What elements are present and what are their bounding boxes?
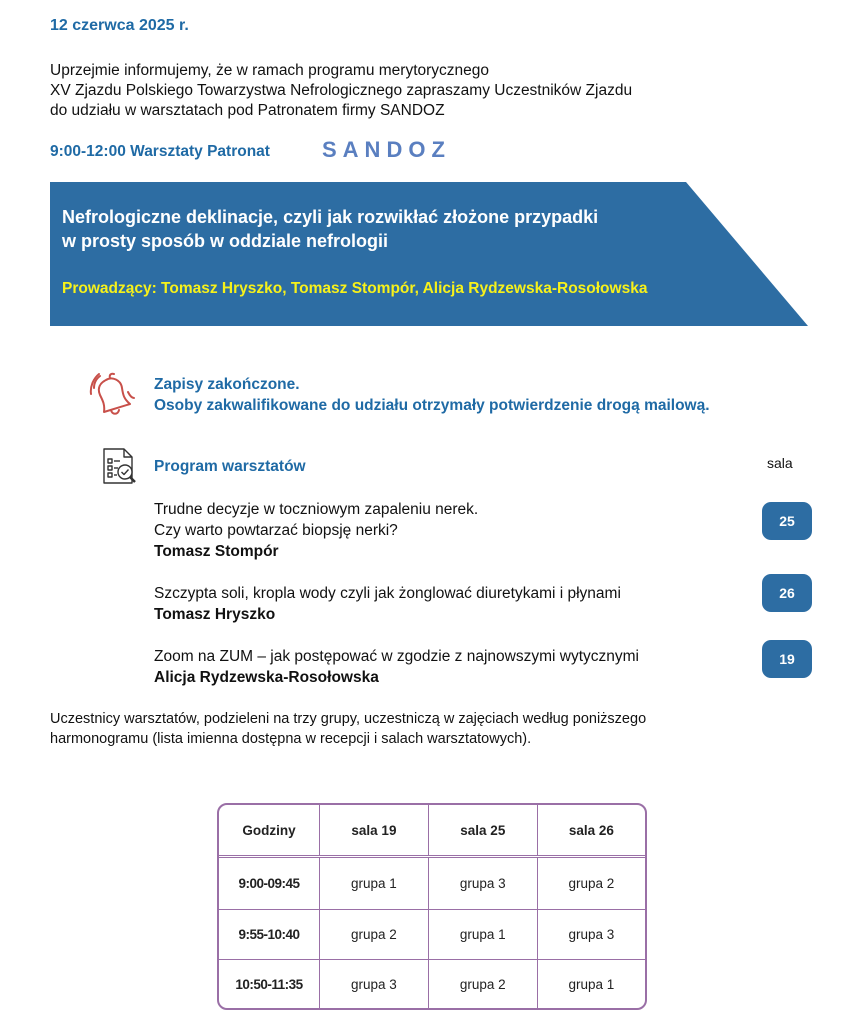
program-item-title: Szczypta soli, kropla wody czyli jak żonglować diuretykami i płynami — [154, 585, 621, 602]
workshop-title-line: w prosty sposób w oddziale nefrologii — [62, 231, 389, 251]
workshop-leaders: Prowadzący: Tomasz Hryszko, Tomasz Stompór, Alicja Rydzewska-Rosołowska — [62, 280, 648, 297]
intro-line: do udziału w warsztatach pod Patronatem firmy SANDOZ — [50, 102, 445, 119]
program-item — [154, 646, 639, 688]
sandoz-logo: SANDOZ — [322, 137, 451, 162]
table-cell: grupa 1 — [428, 910, 537, 960]
program-item-title: Zoom na ZUM – jak postępować w zgodzie z najnowszymi wytycznymi — [154, 648, 639, 665]
date: 12 czerwca 2025 r. — [50, 17, 189, 34]
table-row — [219, 960, 645, 1008]
table-cell: grupa 3 — [428, 857, 537, 910]
table-header-row — [219, 805, 645, 857]
note-line: harmonogramu (lista imienna dostępna w recepcji i salach warsztatowych). — [50, 731, 532, 747]
bell-icon — [88, 368, 138, 418]
time-cell: 9:00-09:45 — [219, 857, 320, 910]
document-checklist-icon — [100, 447, 140, 487]
note-line: Uczestnicy warsztatów, podzieleni na trzy grupy, uczestniczą w zajęciach według poniższego — [50, 711, 647, 727]
room-badge: 26 — [762, 574, 812, 612]
table-cell: grupa 3 — [537, 910, 645, 960]
table-cell: grupa 1 — [320, 857, 429, 910]
program-item-title: Czy warto powtarzać biopsję nerki? — [154, 522, 398, 539]
program-item-speaker: Alicja Rydzewska-Rosołowska — [154, 669, 379, 686]
notice-line: Osoby zakwalifikowane do udziału otrzymały potwierdzenie drogą mailową. — [154, 397, 710, 414]
column-header: sala 25 — [428, 805, 537, 857]
banner-shape — [50, 182, 810, 327]
table-cell: grupa 2 — [428, 960, 537, 1008]
time-cell: 10:50-11:35 — [219, 960, 320, 1008]
table-cell: grupa 3 — [320, 960, 429, 1008]
table-cell: grupa 2 — [537, 857, 645, 910]
schedule-table — [217, 803, 647, 1010]
intro-line: XV Zjazdu Polskiego Towarzystwa Nefrologicznego zapraszamy Uczestników Zjazdu — [50, 82, 633, 99]
workshop-title — [62, 205, 598, 253]
workshop-title-line: Nefrologiczne deklinacje, czyli jak rozwikłać złożone przypadki — [62, 207, 599, 227]
table-row — [219, 910, 645, 960]
registration-notice — [154, 374, 710, 416]
column-header: sala 26 — [537, 805, 645, 857]
room-badge: 25 — [762, 502, 812, 540]
program-item-speaker: Tomasz Hryszko — [154, 606, 276, 623]
intro-text — [50, 61, 632, 121]
session-time: 9:00-12:00 Warsztaty Patronat — [50, 143, 270, 160]
groups-note — [50, 709, 646, 749]
room-badge: 19 — [762, 640, 812, 678]
program-item-speaker: Tomasz Stompór — [154, 543, 279, 560]
program-item — [154, 583, 621, 625]
intro-line: Uprzejmie informujemy, że w ramach programu merytorycznego — [50, 62, 490, 79]
workshop-banner — [50, 182, 810, 327]
table-cell: grupa 2 — [320, 910, 429, 960]
notice-line: Zapisy zakończone. — [154, 376, 300, 393]
table-row — [219, 857, 645, 910]
column-header: Godziny — [219, 805, 320, 857]
program-item — [154, 499, 478, 562]
program-label: Program warsztatów — [154, 458, 306, 475]
program-item-title: Trudne decyzje w toczniowym zapaleniu nerek. — [154, 501, 479, 518]
column-header: sala 19 — [320, 805, 429, 857]
sala-header: sala — [767, 455, 793, 471]
table-cell: grupa 1 — [537, 960, 645, 1008]
time-cell: 9:55-10:40 — [219, 910, 320, 960]
